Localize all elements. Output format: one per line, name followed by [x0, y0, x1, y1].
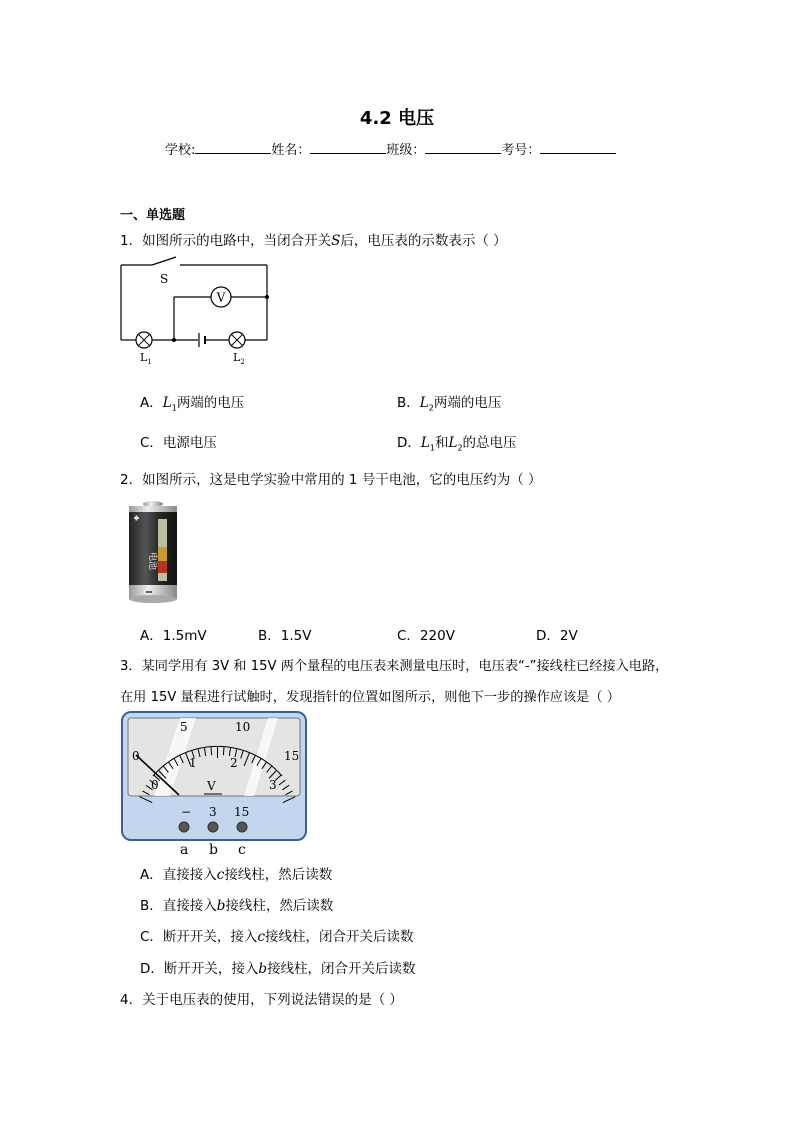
section-title: 一、单选题: [120, 208, 186, 223]
q2-option-b[interactable]: B．1.5V: [258, 628, 312, 644]
terminal-3-label: 3: [209, 805, 217, 819]
lamp-l1: [136, 332, 152, 348]
q1-option-b[interactable]: B．$L_2$两端的电压: [397, 395, 502, 413]
name-blank[interactable]: [310, 141, 386, 154]
q1-option-d[interactable]: D．$L_1$和$L_2$的总电压: [397, 435, 517, 453]
switch-label: S: [160, 272, 169, 286]
q2-option-c[interactable]: C．220V: [397, 628, 455, 644]
question-3-line2: 在用 15V 量程进行试触时，发现指针的位置如图所示，则他下一步的操作应该是（ ）: [120, 690, 620, 705]
q1-text-b: 后，电压表的示数表示（ ）: [340, 233, 507, 249]
terminal-15-label: 15: [234, 805, 250, 819]
meter-unit: V: [207, 779, 216, 793]
q3-option-a[interactable]: A．直接接入c接线柱，然后读数: [140, 867, 333, 883]
battery-label: 电池: [147, 552, 157, 571]
terminal-letter-a: a: [180, 842, 189, 858]
voltmeter-label: V: [216, 290, 226, 305]
id-blank[interactable]: [540, 141, 616, 154]
class-blank[interactable]: [425, 141, 501, 154]
bottom-scale-3: 3: [269, 778, 277, 792]
student-info-row: [165, 139, 616, 158]
q1-text-a: 1．如图所示的电路中，当闭合开关: [120, 233, 332, 249]
bottom-scale-0: 0: [151, 778, 159, 792]
terminal-letter-c: c: [238, 842, 246, 858]
dial-tick: [211, 747, 212, 755]
lamp-l2: [229, 332, 245, 348]
bottom-scale-1: 1: [189, 756, 197, 770]
svg-text:L2: [233, 351, 245, 366]
dial-tick: [223, 747, 224, 755]
q3-option-d[interactable]: D．断开开关，接入b接线柱，闭合开关后读数: [140, 961, 416, 977]
terminal-minus-label: −: [181, 805, 192, 819]
lamp1-label: L: [140, 351, 148, 364]
question-4: 4．关于电压表的使用，下列说法错误的是（ ）: [120, 992, 403, 1008]
terminal-letter-b: b: [209, 842, 218, 858]
id-label: 考号：: [501, 143, 541, 158]
q2-option-d[interactable]: D．2V: [536, 628, 578, 644]
lamp2-sub: 2: [240, 358, 245, 366]
battery-photo: [120, 497, 186, 609]
terminal-a[interactable]: [179, 822, 189, 832]
school-blank[interactable]: [195, 141, 271, 154]
class-label: 班级：: [386, 143, 426, 158]
voltmeter-symbol: [211, 287, 231, 307]
svg-text:L1: [140, 351, 152, 366]
top-scale-15: 15: [284, 749, 300, 763]
q2-option-a[interactable]: A．1.5mV: [140, 628, 207, 644]
school-label: 学校:: [165, 143, 196, 158]
q3-option-c[interactable]: C．断开开关，接入c接线柱，闭合开关后读数: [140, 929, 414, 945]
q1-option-c[interactable]: C．电源电压: [140, 435, 217, 451]
top-scale-0: 0: [132, 749, 140, 763]
q3-option-b[interactable]: B．直接接入b接线柱，然后读数: [140, 898, 334, 914]
top-scale-10: 10: [235, 720, 251, 734]
question-3-line1: 3．某同学用有 3V 和 15V 两个量程的电压表来测量电压时，电压表“-”接线柱已经接入电路，: [120, 659, 669, 674]
circuit-diagram: [112, 255, 282, 370]
voltmeter-dial: [118, 710, 310, 858]
terminal-b[interactable]: [208, 822, 218, 832]
top-scale-5: 5: [180, 720, 188, 734]
question-1: [120, 229, 507, 249]
terminal-c[interactable]: [237, 822, 247, 832]
page-title: 4.2 电压: [359, 108, 435, 129]
q1-option-a[interactable]: A．$L_1$两端的电压: [140, 395, 245, 413]
name-label: 姓名：: [271, 143, 311, 158]
bottom-scale-2: 2: [230, 756, 238, 770]
q1-var: S: [331, 233, 341, 249]
lamp2-label: L: [233, 351, 241, 364]
lamp1-sub: 1: [147, 358, 152, 366]
question-2: 2．如图所示，这是电学实验中常用的 1 号干电池，它的电压约为（ ）: [120, 472, 542, 488]
